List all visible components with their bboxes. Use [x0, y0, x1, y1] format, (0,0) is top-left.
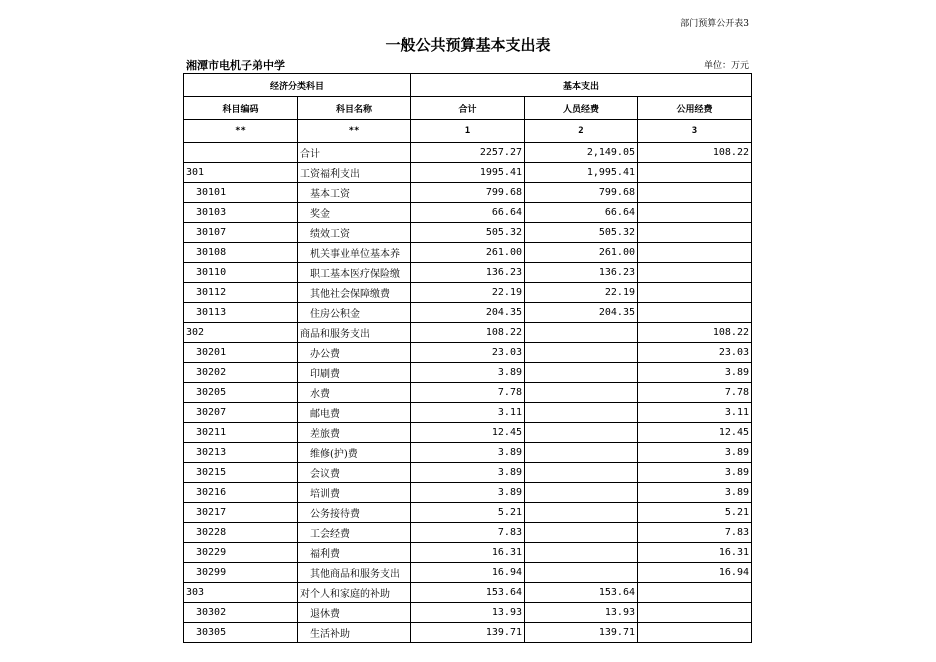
cell-code: 30201 [184, 343, 298, 363]
cell-code: 30202 [184, 363, 298, 383]
table-row [184, 363, 752, 383]
cell-code [184, 143, 298, 163]
cell-public [638, 583, 752, 603]
table-row [184, 263, 752, 283]
cell-total: 3.89 [411, 463, 525, 483]
cell-public: 3.89 [638, 443, 752, 463]
cell-total: 108.22 [411, 323, 525, 343]
cell-personnel [525, 403, 638, 423]
cell-personnel: 139.71 [525, 623, 638, 643]
organization-name: 湘潭市电机子弟中学 [186, 59, 285, 72]
cell-code: 301 [184, 163, 298, 183]
cell-public [638, 243, 752, 263]
cell-total: 799.68 [411, 183, 525, 203]
cell-name: 生活补助 [298, 623, 411, 643]
header-subject-code: 科目编码 [184, 97, 298, 120]
cell-name: 维修(护)费 [298, 443, 411, 463]
index-total: 1 [411, 120, 525, 143]
cell-personnel [525, 363, 638, 383]
cell-code: 30228 [184, 523, 298, 543]
cell-public: 108.22 [638, 143, 752, 163]
cell-code: 30107 [184, 223, 298, 243]
header-public: 公用经费 [638, 97, 752, 120]
cell-public [638, 603, 752, 623]
cell-total: 66.64 [411, 203, 525, 223]
table-row [184, 483, 752, 503]
cell-public: 5.21 [638, 503, 752, 523]
cell-name: 差旅费 [298, 423, 411, 443]
cell-name: 对个人和家庭的补助 [298, 583, 411, 603]
index-name: ** [298, 120, 411, 143]
cell-personnel: 13.93 [525, 603, 638, 623]
cell-total: 505.32 [411, 223, 525, 243]
cell-total: 22.19 [411, 283, 525, 303]
cell-total: 7.78 [411, 383, 525, 403]
cell-code: 30299 [184, 563, 298, 583]
table-row [184, 303, 752, 323]
cell-code: 30302 [184, 603, 298, 623]
cell-name: 水费 [298, 383, 411, 403]
cell-name: 其他社会保障缴费 [298, 283, 411, 303]
header-subject-name: 科目名称 [298, 97, 411, 120]
cell-total: 5.21 [411, 503, 525, 523]
cell-personnel [525, 343, 638, 363]
cell-personnel [525, 543, 638, 563]
table-row [184, 623, 752, 643]
cell-total: 139.71 [411, 623, 525, 643]
cell-total: 12.45 [411, 423, 525, 443]
table-row [184, 503, 752, 523]
cell-public: 16.94 [638, 563, 752, 583]
cell-total: 3.89 [411, 363, 525, 383]
cell-code: 30110 [184, 263, 298, 283]
cell-personnel [525, 483, 638, 503]
index-code: ** [184, 120, 298, 143]
cell-personnel [525, 503, 638, 523]
cell-code: 302 [184, 323, 298, 343]
cell-public: 16.31 [638, 543, 752, 563]
cell-code: 30216 [184, 483, 298, 503]
table-row [184, 463, 752, 483]
cell-name: 绩效工资 [298, 223, 411, 243]
table-row [184, 583, 752, 603]
cell-personnel: 1,995.41 [525, 163, 638, 183]
cell-public [638, 623, 752, 643]
header-personnel: 人员经费 [525, 97, 638, 120]
cell-name: 印刷费 [298, 363, 411, 383]
corner-note: 部门预算公开表3 [680, 19, 749, 29]
table-row [184, 543, 752, 563]
cell-public [638, 203, 752, 223]
cell-name: 办公费 [298, 343, 411, 363]
cell-total: 3.11 [411, 403, 525, 423]
cell-personnel: 799.68 [525, 183, 638, 203]
cell-code: 30108 [184, 243, 298, 263]
cell-public: 3.11 [638, 403, 752, 423]
table-row [184, 443, 752, 463]
header-economic-classification: 经济分类科目 [184, 74, 411, 97]
table-row [184, 523, 752, 543]
cell-personnel [525, 383, 638, 403]
cell-personnel: 136.23 [525, 263, 638, 283]
cell-public: 3.89 [638, 363, 752, 383]
cell-public: 3.89 [638, 463, 752, 483]
table-row [184, 183, 752, 203]
cell-personnel: 261.00 [525, 243, 638, 263]
table-row [184, 243, 752, 263]
budget-table [183, 73, 752, 643]
cell-personnel [525, 423, 638, 443]
cell-personnel [525, 463, 638, 483]
cell-name: 合计 [298, 143, 411, 163]
cell-code: 303 [184, 583, 298, 603]
cell-total: 261.00 [411, 243, 525, 263]
header-basic-expenditure: 基本支出 [411, 74, 752, 97]
cell-code: 30112 [184, 283, 298, 303]
cell-public: 23.03 [638, 343, 752, 363]
cell-name: 邮电费 [298, 403, 411, 423]
cell-total: 3.89 [411, 443, 525, 463]
index-public: 3 [638, 120, 752, 143]
cell-public [638, 303, 752, 323]
table-row [184, 163, 752, 183]
cell-code: 30205 [184, 383, 298, 403]
cell-personnel: 204.35 [525, 303, 638, 323]
index-personnel: 2 [525, 120, 638, 143]
cell-total: 16.94 [411, 563, 525, 583]
cell-code: 30101 [184, 183, 298, 203]
cell-public [638, 223, 752, 243]
cell-total: 16.31 [411, 543, 525, 563]
cell-personnel: 66.64 [525, 203, 638, 223]
cell-public [638, 263, 752, 283]
cell-personnel [525, 563, 638, 583]
cell-personnel [525, 323, 638, 343]
cell-name: 工资福利支出 [298, 163, 411, 183]
cell-code: 30305 [184, 623, 298, 643]
cell-public [638, 283, 752, 303]
cell-public: 3.89 [638, 483, 752, 503]
cell-personnel: 22.19 [525, 283, 638, 303]
cell-code: 30103 [184, 203, 298, 223]
table-row [184, 143, 752, 163]
header-total: 合计 [411, 97, 525, 120]
cell-public [638, 163, 752, 183]
cell-name: 退休费 [298, 603, 411, 623]
cell-name: 机关事业单位基本养 [298, 243, 411, 263]
table-row [184, 383, 752, 403]
cell-public: 12.45 [638, 423, 752, 443]
cell-code: 30213 [184, 443, 298, 463]
table-row [184, 563, 752, 583]
cell-code: 30215 [184, 463, 298, 483]
cell-total: 2257.27 [411, 143, 525, 163]
cell-total: 13.93 [411, 603, 525, 623]
table-row [184, 423, 752, 443]
cell-total: 204.35 [411, 303, 525, 323]
cell-name: 职工基本医疗保险缴 [298, 263, 411, 283]
page-title: 一般公共预算基本支出表 [385, 36, 551, 54]
cell-total: 1995.41 [411, 163, 525, 183]
cell-personnel: 2,149.05 [525, 143, 638, 163]
cell-total: 7.83 [411, 523, 525, 543]
cell-public [638, 183, 752, 203]
cell-name: 基本工资 [298, 183, 411, 203]
cell-public: 7.83 [638, 523, 752, 543]
table-row [184, 203, 752, 223]
cell-name: 商品和服务支出 [298, 323, 411, 343]
cell-name: 福利费 [298, 543, 411, 563]
cell-total: 153.64 [411, 583, 525, 603]
cell-personnel: 153.64 [525, 583, 638, 603]
cell-name: 奖金 [298, 203, 411, 223]
cell-name: 会议费 [298, 463, 411, 483]
table-row [184, 323, 752, 343]
cell-name: 其他商品和服务支出 [298, 563, 411, 583]
table-row [184, 223, 752, 243]
unit-label: 单位：万元 [703, 61, 749, 71]
cell-code: 30217 [184, 503, 298, 523]
cell-personnel: 505.32 [525, 223, 638, 243]
cell-public: 108.22 [638, 323, 752, 343]
cell-total: 136.23 [411, 263, 525, 283]
cell-total: 3.89 [411, 483, 525, 503]
cell-personnel [525, 443, 638, 463]
cell-name: 住房公积金 [298, 303, 411, 323]
cell-total: 23.03 [411, 343, 525, 363]
cell-public: 7.78 [638, 383, 752, 403]
table-row [184, 343, 752, 363]
cell-code: 30207 [184, 403, 298, 423]
cell-code: 30113 [184, 303, 298, 323]
table-row [184, 283, 752, 303]
cell-code: 30229 [184, 543, 298, 563]
cell-name: 工会经费 [298, 523, 411, 543]
cell-name: 公务接待费 [298, 503, 411, 523]
cell-name: 培训费 [298, 483, 411, 503]
cell-personnel [525, 523, 638, 543]
cell-code: 30211 [184, 423, 298, 443]
table-row [184, 603, 752, 623]
table-row [184, 403, 752, 423]
